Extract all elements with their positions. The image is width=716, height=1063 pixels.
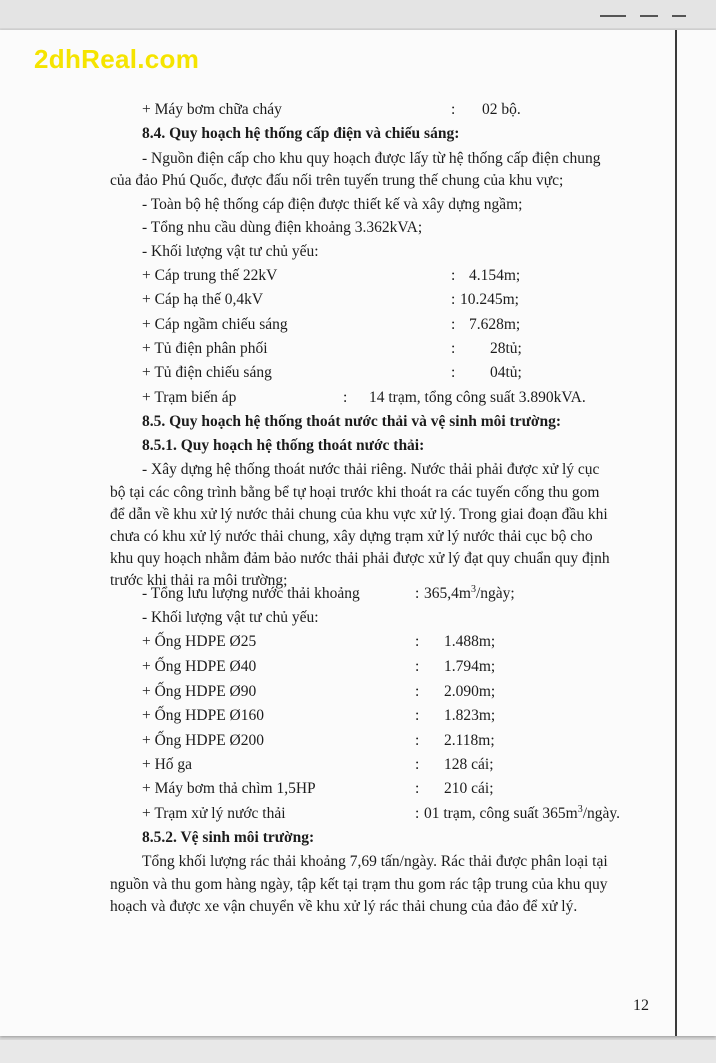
item-value: 02 bộ.	[482, 101, 521, 118]
item-value: 2.118m;	[444, 732, 495, 749]
paragraph-line: - Toàn bộ hệ thống cáp điện được thiết kế và xây dựng ngầm;	[142, 196, 523, 213]
item-label: + Ống HDPE Ø90	[142, 683, 257, 700]
item-colon: :	[415, 707, 420, 724]
item-value: 04tủ;	[490, 364, 522, 381]
item-colon: :	[343, 389, 348, 406]
page-number: 12	[633, 997, 649, 1014]
item-value: 01 trạm, công suất $365m^3$/ngày.	[424, 803, 620, 822]
top-dash	[640, 15, 658, 17]
item-value: 210 cái;	[444, 780, 494, 797]
item-label: + Trạm xử lý nước thải	[142, 805, 286, 822]
paragraph-line: - Tổng nhu cầu dùng điện khoảng 3.362kVA;	[142, 219, 423, 236]
paragraph-line: - Khối lượng vật tư chủ yếu:	[142, 243, 319, 260]
paragraph-line: khu quy hoạch nhằm đảm bảo nước thải phải được xử lý đạt quy chuẩn quy định	[110, 550, 610, 567]
item-label: + Ống HDPE Ø25	[142, 633, 257, 650]
item-colon: :	[451, 364, 456, 381]
item-colon: :	[451, 291, 456, 308]
section-heading: 8.4. Quy hoạch hệ thống cấp điện và chiếu sáng:	[142, 125, 460, 142]
page-edge-rule	[675, 30, 677, 1036]
paragraph-line: hoạch và được xe vận chuyển về khu xử lý rác thải chung của đảo để xử lý.	[110, 898, 578, 915]
item-colon: :	[415, 805, 420, 822]
paragraph-line: - Xây dựng hệ thống thoát nước thải riêng. Nước thải phải được xử lý cục	[142, 461, 600, 478]
item-label: + Máy bơm thả chìm 1,5HP	[142, 780, 316, 797]
item-colon: :	[415, 658, 420, 675]
item-label: + Cáp hạ thế 0,4kV	[142, 291, 264, 308]
section-heading: 8.5. Quy hoạch hệ thống thoát nước thải và vệ sinh môi trường:	[142, 413, 561, 430]
paragraph-line: của đảo Phú Quốc, được đấu nối trên tuyến trung thế chung của khu vực;	[110, 172, 564, 189]
item-label: + Trạm biến áp	[142, 389, 237, 406]
item-value: 2.090m;	[444, 683, 496, 700]
item-colon: :	[415, 683, 420, 700]
item-colon: :	[451, 340, 456, 357]
item-label: + Cáp trung thế 22kV	[142, 267, 278, 284]
item-label: + Ống HDPE Ø160	[142, 707, 264, 724]
paragraph-line: nguồn và thu gom hàng ngày, tập kết tại trạm thu gom rác tập trung của khu quy	[110, 876, 608, 893]
item-colon: :	[415, 732, 420, 749]
item-value: 4.154m;	[469, 267, 521, 284]
paragraph-line: để dẫn về khu xử lý nước thải chung của khu vực xử lý. Trong giai đoạn đầu khi	[110, 506, 608, 523]
item-colon: :	[415, 585, 420, 602]
item-label: + Hố ga	[142, 756, 193, 773]
subsection-heading: 8.5.1. Quy hoạch hệ thống thoát nước thải:	[142, 437, 425, 454]
paragraph-line: bộ tại các công trình bằng bể tự hoại trước khi thoát ra các tuyến cống thu gom	[110, 484, 600, 501]
item-colon: :	[451, 101, 456, 118]
item-label: + Tủ điện phân phối	[142, 340, 268, 357]
paragraph-line: - Khối lượng vật tư chủ yếu:	[142, 609, 319, 626]
subsection-heading: 8.5.2. Vệ sinh môi trường:	[142, 829, 315, 846]
paragraph-line: trước khi thải ra môi trường;	[110, 572, 288, 589]
item-value: 28tủ;	[490, 340, 522, 357]
item-colon: :	[451, 267, 456, 284]
item-value: $365,4m^3$/ngày;	[424, 583, 515, 602]
paragraph-line: Tổng khối lượng rác thải khoảng 7,69 tấn/ngày. Rác thải được phân loại tại	[142, 853, 608, 870]
bottom-strip	[0, 1040, 716, 1063]
paragraph-line: - Nguồn điện cấp cho khu quy hoạch được lấy từ hệ thống cấp điện chung	[142, 150, 601, 167]
item-colon: :	[415, 780, 420, 797]
item-label: + Ống HDPE Ø200	[142, 732, 264, 749]
item-value: 10.245m;	[460, 291, 519, 308]
watermark-logo: 2dhReal.com	[34, 44, 200, 74]
item-label: + Máy bơm chữa cháy	[142, 101, 282, 118]
item-colon: :	[415, 756, 420, 773]
item-value: 7.628m;	[469, 316, 521, 333]
item-value: 1.794m;	[444, 658, 496, 675]
item-label: + Tủ điện chiếu sáng	[142, 364, 272, 381]
item-colon: :	[415, 633, 420, 650]
item-value: 128 cái;	[444, 756, 494, 773]
item-value: 1.488m;	[444, 633, 496, 650]
item-label: + Ống HDPE Ø40	[142, 658, 257, 675]
top-dash	[672, 15, 686, 17]
paragraph-line: chưa có khu xử lý nước thải chung, xây dựng trạm xử lý nước thải cục bộ cho	[110, 528, 593, 545]
item-label: + Cáp ngầm chiếu sáng	[142, 316, 288, 333]
item-value: 14 trạm, tổng công suất 3.890kVA.	[369, 389, 586, 406]
top-dash	[600, 15, 626, 17]
top-strip	[0, 0, 716, 28]
item-colon: :	[451, 316, 456, 333]
item-label: - Tổng lưu lượng nước thải khoảng	[142, 585, 360, 602]
item-value: 1.823m;	[444, 707, 496, 724]
